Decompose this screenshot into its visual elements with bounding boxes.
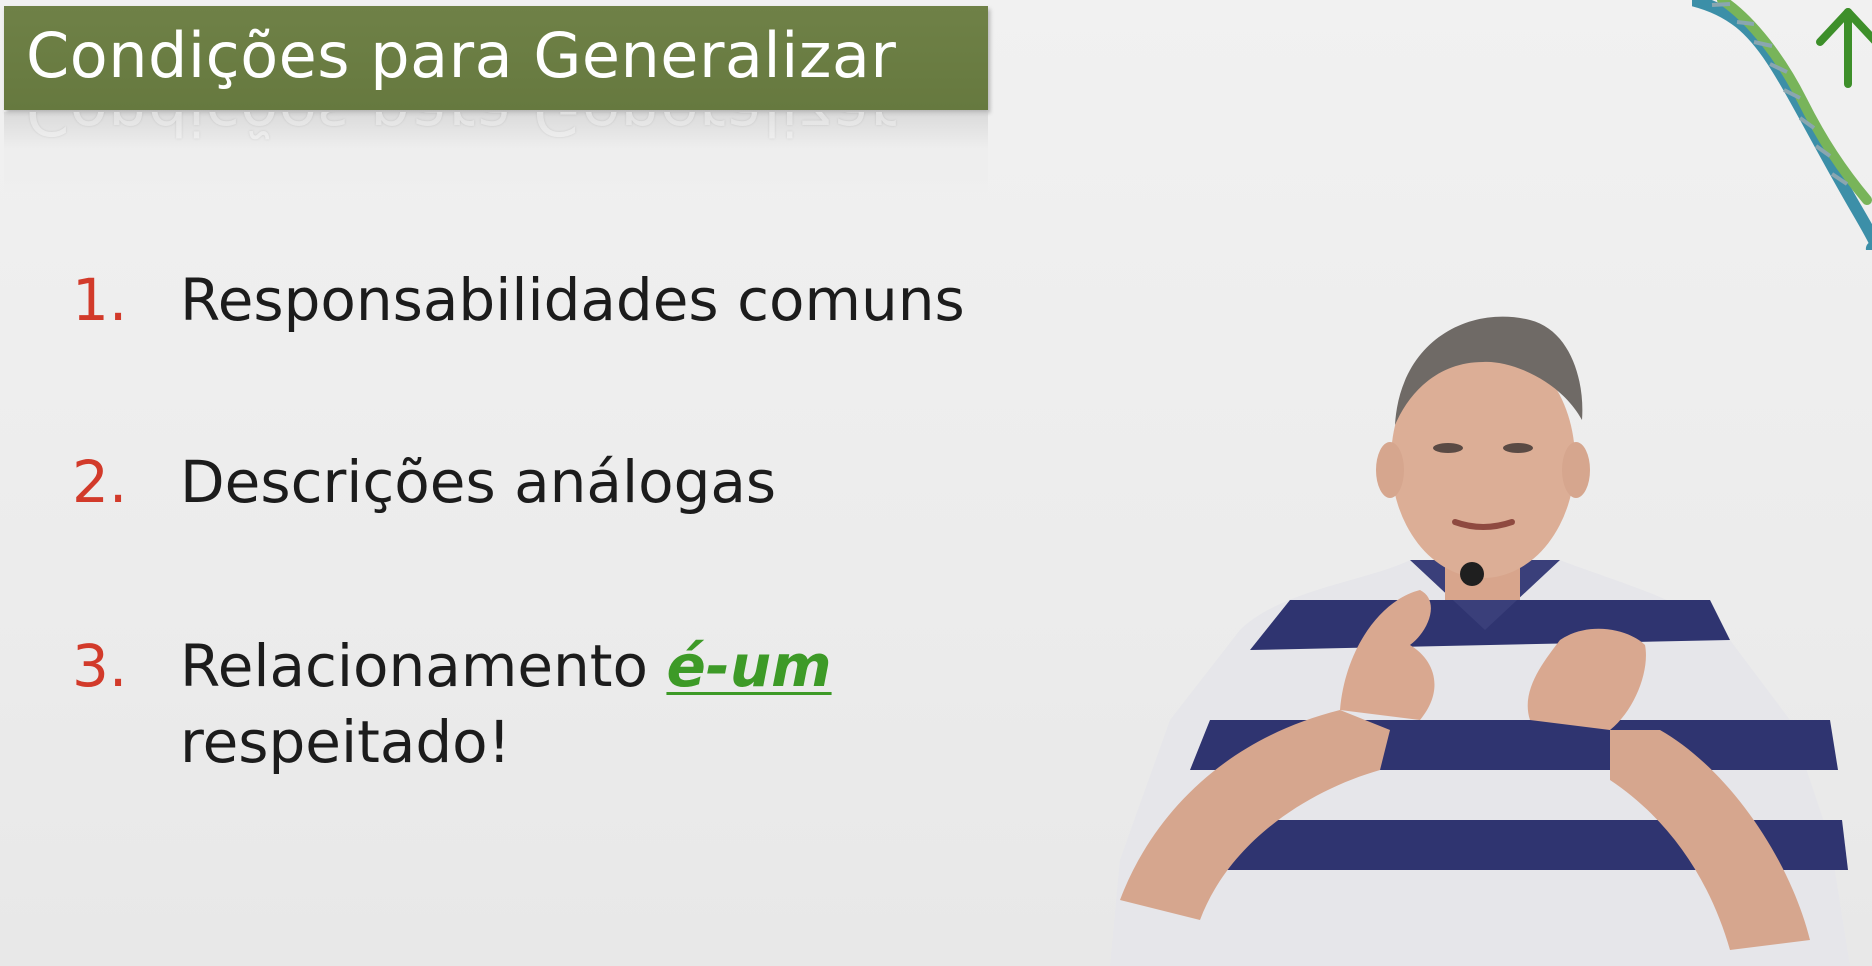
item-number: 2. <box>72 448 128 516</box>
item-text: Descrições análogas <box>180 448 777 516</box>
item-text-before: Relacionamento <box>180 632 667 700</box>
item-number: 1. <box>72 266 128 334</box>
presenter-video <box>1090 300 1860 966</box>
item-text: Responsabilidades comuns <box>180 266 965 334</box>
item-text <box>180 628 832 704</box>
item-text-after: respeitado! <box>180 708 511 776</box>
title-reflection <box>4 112 988 192</box>
slide-title: Condições para Generalizar <box>26 19 897 92</box>
title-reflection-fade <box>4 112 988 192</box>
title-bar <box>4 6 988 110</box>
up-arrow-icon[interactable] <box>1820 12 1872 84</box>
item-number: 3. <box>72 632 128 700</box>
dna-helix-icon <box>1692 0 1872 250</box>
item-highlight: é-um <box>666 632 832 700</box>
